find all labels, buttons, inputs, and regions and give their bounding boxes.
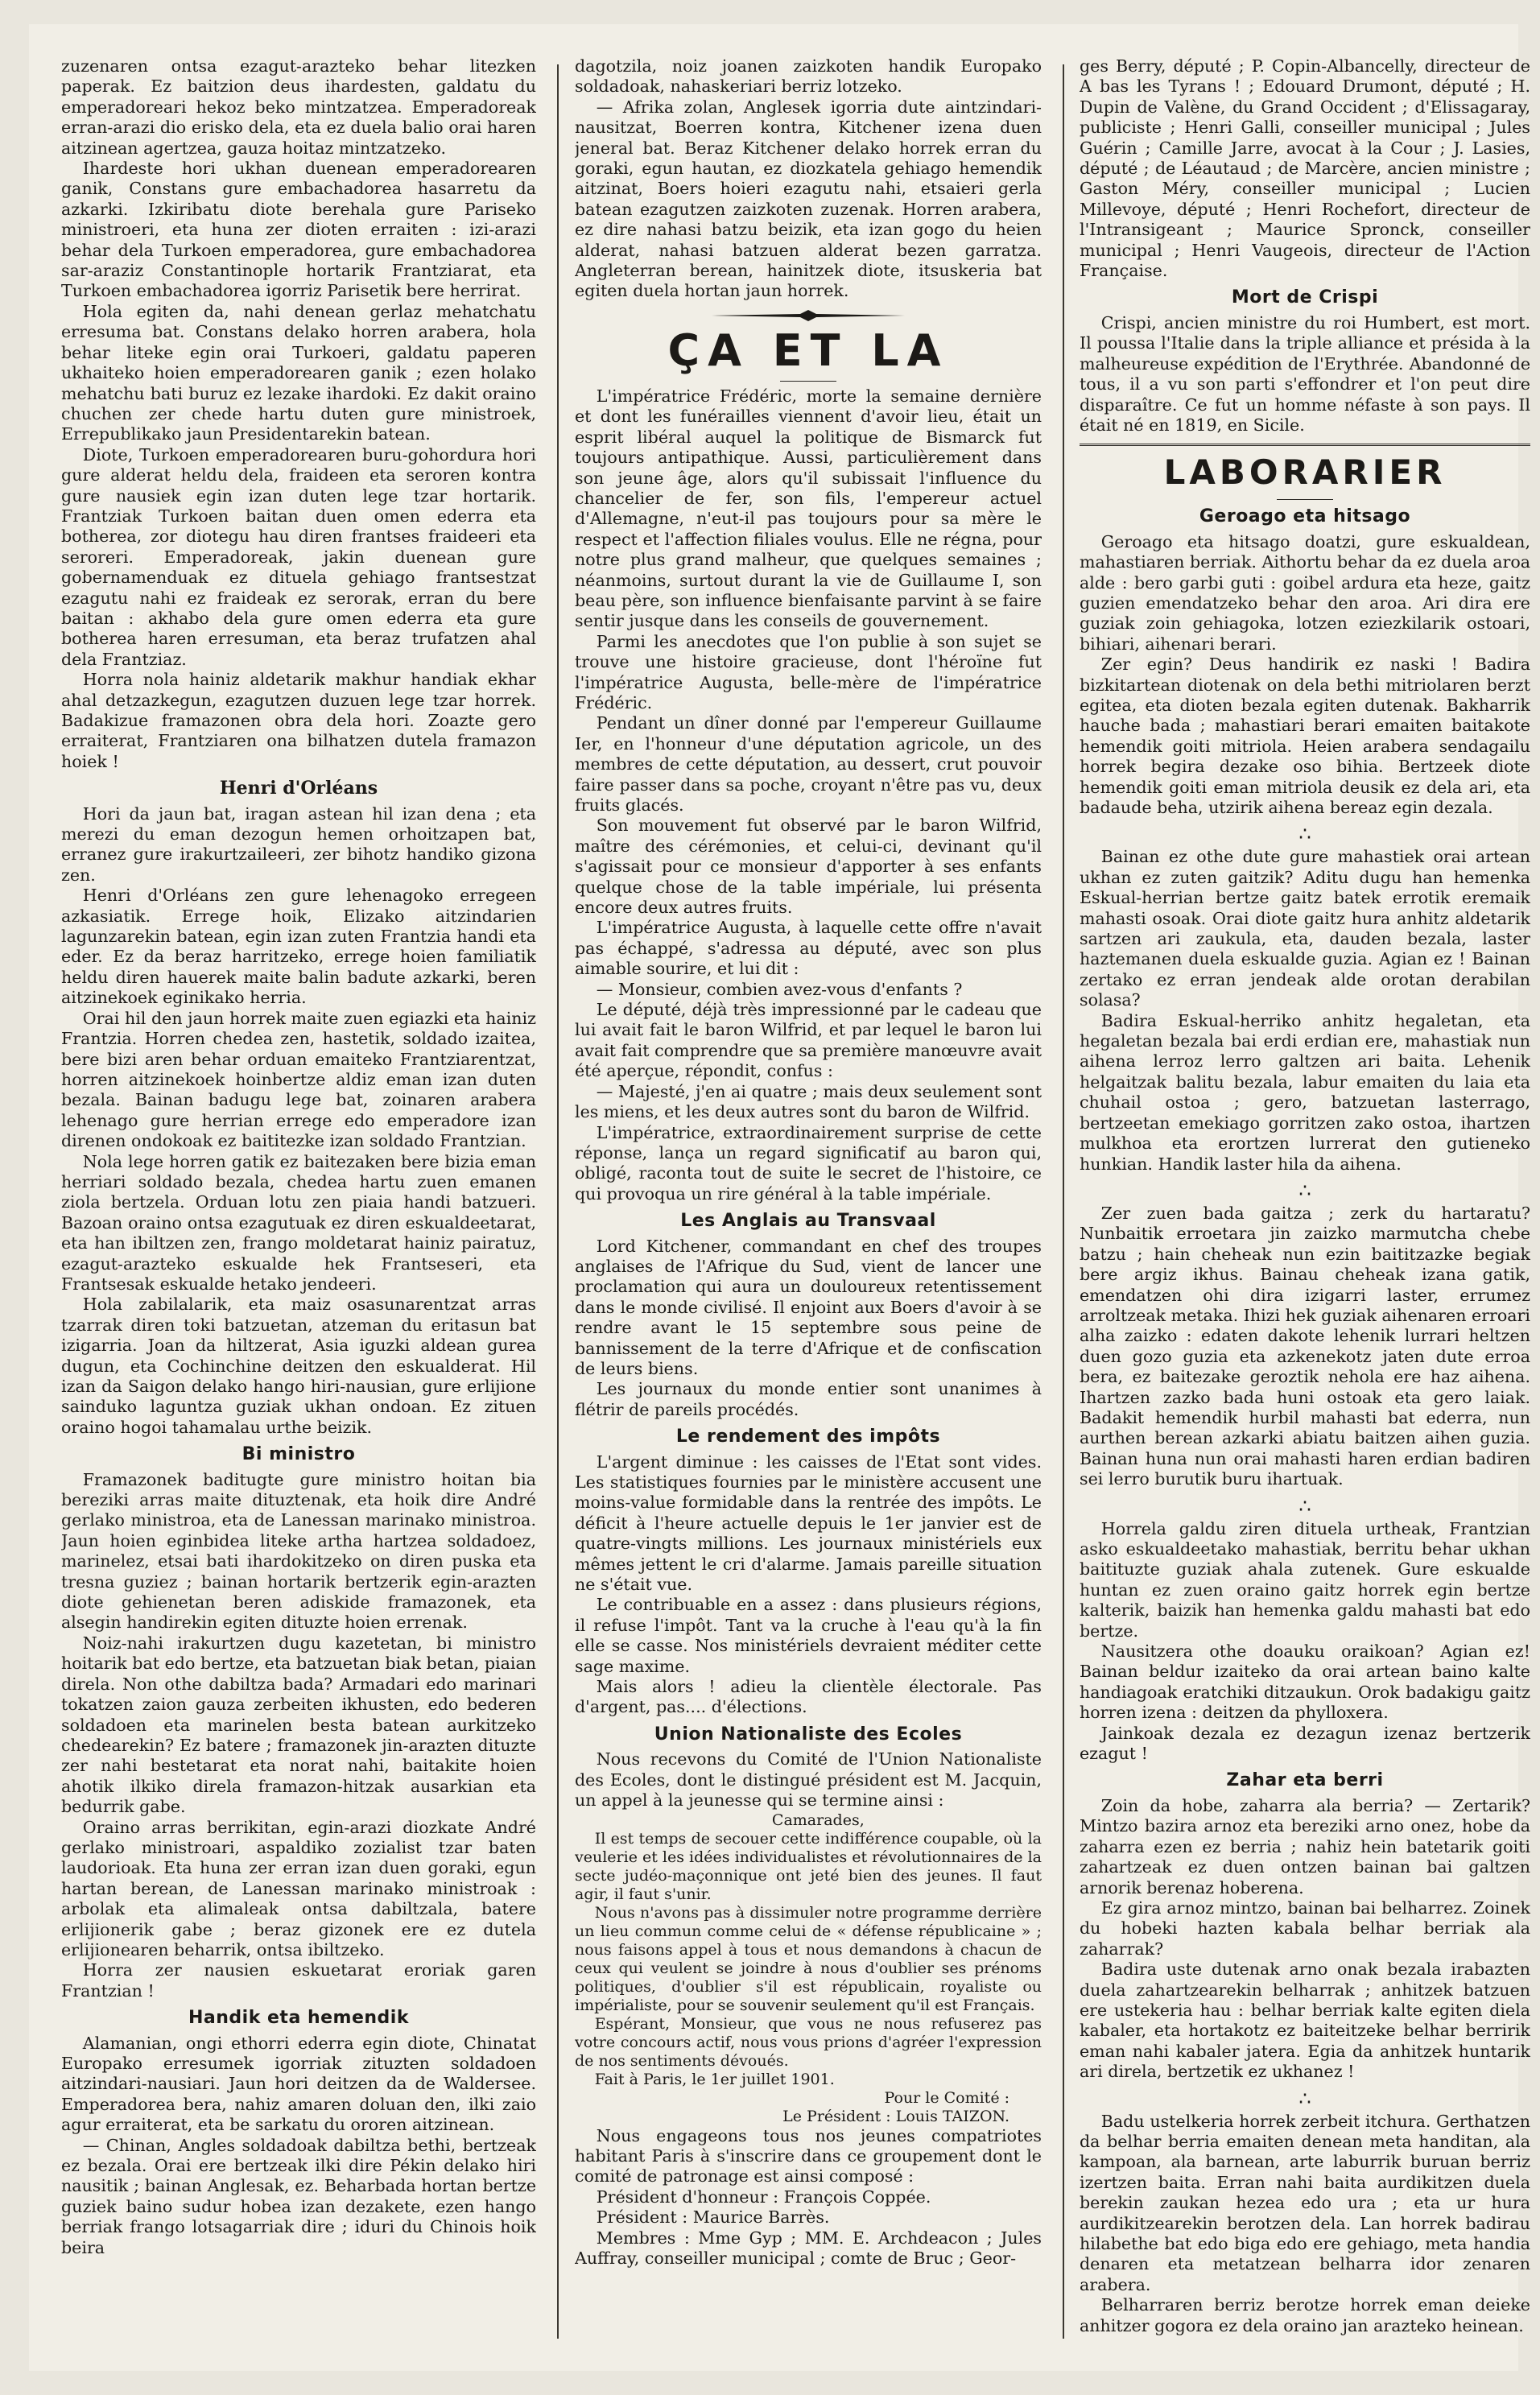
paragraph: Ihardeste hori ukhan duenean emperadorearen ganik, Constans gure embachadorea hasarretu da azkarki. Izkiribatu diote berehala gure Pariseko ministroeri, eta huna zer dioten erraiten : izi-arazi behar dela Turkoen emperadorea, gure embachadorea sar-araziz Constantinople hortarik Frantziarat, eta Turkoen embachadorea igorriz Parisetik bere herrirat. (61, 159, 536, 301)
paragraph: Horrela galdu ziren dituela urtheak, Frantzian asko eskualdeetako mahastiak, berritu behar ukhan baitituzte guziak ahala zutenek. Gure eskualde huntan ez zuen oraino gaitz horrek egin bertze kalterik, baizik han hemenka galdu mahasti bat edo bertze. (1080, 1518, 1530, 1641)
section-heading-anglais: Les Anglais au Transvaal (680, 1211, 936, 1232)
paragraph: Geroago eta hitsago doatzi, gure eskualdean, mahastiaren berriak. Aithortu behar da ez duela aroa alde : bero garbi guti : goibel ardura eta heze, gaitz guzien emendatzeko behar den aroa. Ari dira ere guziak zoin gehiagoka, lotzen eziezkilarik ostoari, bihiari, aihenari berari. (1080, 531, 1530, 654)
column-1 (61, 56, 536, 2359)
section-heading-orleans: Henri d'Orléans (219, 778, 378, 799)
letter-paragraph: Espérant, Monsieur, que vous ne nous refuserez pas votre concours actif, nous vous prions d'agréer l'expression de nos sentiments dévoués. (575, 2014, 1042, 2070)
paragraph: Badira Eskual-herriko anhitz hegaletan, eta hegaletan bezala bai erdi erdian ere, mahastiak nun aihena lerroz lerro galtzen ari baita. Lehenik helgaitzak balitu bezala, labur emaiten du laia eta chuhail ostoa ; gero, batzuetan lasterrago, bertzeetan emekiago gorritzen zako ostoa, ihartzen mulkhoa eta erortzen lurrerat den gutieneko hunkian. Handik laster hila da aihena. (1080, 1010, 1530, 1174)
section-heading-ministro: Bi ministro (242, 1444, 356, 1465)
asterism-icon: ∴ (1298, 1494, 1311, 1518)
paragraph: Zer egin? Deus handirik ez naski ! Badira bizkitartean diotenak on dela bethi mitriolaren berzt egitea, eta dioten bezala egiten dutenak. Bakharrik hauche bada ; mahastiari berari emaiten baitakote hemendik goiti mitriola. Heien arabera sendagailu horrek begira dezake oso bihia. Bertzeek diote hemendik goiti eman mitriola deusik ez dela ari, eta badaude beha, utzirik aihena bereaz egin dezala. (1080, 654, 1530, 817)
paragraph: Bainan ez othe dute gure mahastiek orai artean ukhan ez zuten gaitzik? Aditu dugu han hemenka Eskual-herrian bertze gaitz batek errotik eremaik mahasti osoak. Orai diote gaitz hura anhitz aldetarik sartzen ari zaukula, eta, dauden bezala, laster haztemanen duela eskualde guzia. Agian ez ! Bainan zertako ez erran jendeak alde orotan derabilan solasa? (1080, 847, 1530, 1010)
asterism-icon: ∴ (1298, 2087, 1311, 2110)
paragraph: — Chinan, Angles soldadoak dabiltza bethi, bertzeak ez bezala. Orai ere bertzeak ilki dire Pékin delako hiri nausitik ; bainan Anglesak, ez. Beharbada hortan bertze guziek baino sudur hobea izan dezakete, ezen hango berriak frango lotsagarriak dire ; iduri du Chinois hoik beira (61, 2135, 536, 2257)
letter-date: Fait à Paris, le 1er juillet 1901. (594, 2070, 835, 2088)
newspaper-page (29, 24, 1530, 2371)
section-heading-crispi: Mort de Crispi (1231, 287, 1379, 308)
paragraph: Henri d'Orléans zen gure lehenagoko erregeen azkasiatik. Errege hoik, Elizako aitzindarien lagunzarekin batean, egin izan zuten Frantzia handi eta eder. Ez da beraz harritzeko, errege hoien familiatik heldu diren hauerek maite balin badute azkarki, beren aitzinekoek eginikako herria. (61, 886, 536, 1008)
paragraph: Hori da jaun bat, iragan astean hil izan dena ; eta merezi du eman dezogun hemen orhoitzapen bat, erranez gure irakurtzaileeri, zer bihotz handiko gizona zen. (61, 803, 536, 885)
paragraph: — Majesté, j'en ai quatre ; mais deux seulement sont les miens, et les deux autres sont du baron de Wilfrid. (575, 1081, 1042, 1122)
quoted-letter (575, 1811, 1042, 2126)
paragraph: Nous recevons du Comité de l'Union Nationaliste des Ecoles, dont le distingué président est M. Jacquin, un appel à la jeunesse qui se termine ainsi : (575, 1749, 1042, 1811)
letter-salutation: Camarades, (771, 1811, 865, 1829)
paragraph: Le contribuable en a assez : dans plusieurs régions, il refuse l'impôt. Tant va la cruche à l'eau qu'à la fin elle se casse. Nos ministériels devraient méditer cette sage maxime. (575, 1595, 1042, 1676)
paragraph: Zer zuen bada gaitza ; zerk du hartaratu? Nunbaitik erroetara jin zaizko marmutcha chebe batzu ; hain cheheak nun ezin baititzazke begiak bere argiz ikhus. Bainau cheheak izana gatik, emendatzen ohi dira izigarri laster, errumez arroltzeak metaka. Ihizi hek guziak aihenaren erroari alha zaizko : edaten dakote lehenik lurrari heltzen duen gozo guzia eta azkenekotz jaten dute erroa bera, ez baitezake geroztik nehola ere haz aihena. Ihartzen zazko bada huni ostoak eta gero laiak. Badakit hemendik hurbil mahasti bat ederra, nun aurthen berean azkarki abiatu baitzen aihen guzia. Bainan huna nun orai mahasti haren erdian badiren sei lerro burutik buru ihartuak. (1080, 1203, 1530, 1489)
title-underline (780, 381, 836, 382)
paragraph: Ez gira arnoz mintzo, bainan bai belharrez. Zoinek du hobeki hazten kabala belhar berriak ala zaharrak? (1080, 1897, 1530, 1959)
letter-signature: Le Président : Louis TAIZON. (782, 2107, 1009, 2125)
asterism-icon: ∴ (1298, 1179, 1311, 1202)
paragraph: Président : Maurice Barrès. (596, 2207, 830, 2228)
section-heading-handik: Handik eta hemendik (188, 2008, 409, 2029)
paragraph: Parmi les anecdotes que l'on publie à son sujet se trouve une histoire gracieuse, dont l'héroïne fut l'impératrice Augusta, belle-mère de l'impératrice Frédéric. (575, 631, 1042, 712)
letter-paragraph: Nous n'avons pas à dissimuler notre programme derrière un lieu commun comme celui de « défense républicaine » ; nous faisons appel à tous et nous demandons à chacun de ceux qui veulent se joindre à nous d'oublier ses prénoms politiques, d'oublier s'il est républicain, royaliste ou impérialiste, pour se souvenir seulement qu'il est Français. (575, 1903, 1042, 2014)
section-heading-impots: Le rendement des impôts (675, 1427, 941, 1447)
paragraph: Horra zer nausien eskuetarat eroriak garen Frantzian ! (61, 1960, 536, 2001)
column-2 (575, 56, 1042, 2359)
letter-paragraph: Il est temps de secouer cette indifférence coupable, où la veulerie et les idées individualistes et révolutionnaires de la secte judéo-maçonnique ont jeté bien des jeunes. Il faut agir, il faut s'unir. (575, 1829, 1042, 1903)
section-heading-zahar: Zahar eta berri (1226, 1770, 1384, 1791)
paragraph: Mais alors ! adieu la clientèle électorale. Pas d'argent, pas.... d'élections. (575, 1677, 1042, 1717)
section-title-laborarier: LABORARIER (1163, 452, 1447, 493)
paragraph: Crispi, ancien ministre du roi Humbert, est mort. Il poussa l'Italie dans la triple alliance et présida à la malheureuse expédition de l'Erythrée. Abandonné de tous, il a vu son parti s'effondrer et l'on peut dire disparaître. Ce fut un homme néfaste à son pays. Il était né en 1819, en Sicile. (1080, 312, 1530, 435)
title-underline (1277, 499, 1333, 500)
column-rule-left (557, 64, 559, 2339)
paragraph: Belharraren berriz berotze horrek eman deieke anhitzer gogora ez dela oraino jan arazteko heinean. (1080, 2295, 1530, 2335)
paragraph: L'argent diminue : les caisses de l'Etat sont vides. Les statistiques fournies par le ministère accusent une moins-value formidable dans la rentrée des impôts. Le déficit à l'heure actuelle depuis le 1er janvier est de quatre-vingts millions. Les journaux ministériels eux mêmes jettent le cri d'alarme. Jamais pareille situation ne s'était vue. (575, 1451, 1042, 1595)
paragraph: Alamanian, ongi ethorri ederra egin diote, Chinatat Europako erresumek igorriak zituzten soldadoen aitzindari-nausiari. Jaun hori deitzen da de Waldersee. Emperadorea bera, nahiz amaren doluan den, ilki zaio agur erraiterat, eta be sarkatu du ororen aitzinean. (61, 2033, 536, 2135)
double-rule-divider (1080, 444, 1530, 446)
paragraph: Le député, déjà très impressionné par le cadeau que lui avait fait le baron Wilfrid, et par lequel le baron lui avait fait comprendre que sa première manœuvre avait été aperçue, répondit, confus : (575, 1000, 1042, 1081)
paragraph: Membres : Mme Gyp ; MM. E. Archdeacon ; Jules Auffray, conseiller municipal ; comte de Bruc ; Geor- (575, 2228, 1042, 2268)
paragraph: Président d'honneur : François Coppée. (596, 2186, 931, 2207)
section-heading-geroago: Geroago eta hitsago (1199, 506, 1411, 527)
section-heading-union: Union Nationaliste des Ecoles (654, 1724, 963, 1745)
ornament-divider-icon (712, 310, 905, 321)
paragraph: ges Berry, député ; P. Copin-Albancelly, directeur de A bas les Tyrans ! ; Edouard Drumont, député ; H. Dupin de Valène, du Grand Occident ; d'Elissagaray, publiciste ; Henri Galli, conseiller municipal ; Jules Guérin ; Camille Jarre, avocat à la Cour ; J. Lasies, député ; de Léautaud ; de Marcère, ancien ministre ; Gaston Méry, conseiller municipal ; Lucien Millevoye, député ; Henri Rochefort, directeur de l'Intransigeant ; Maurice Spronck, conseiller municipal ; Henri Vaugeois, directeur de l'Action Française. (1080, 56, 1530, 281)
paragraph: Pendant un dîner donné par l'empereur Guillaume Ier, en l'honneur d'une députation agricole, un des membres de cette députation, au dessert, crut pouvoir faire passer dans sa poche, croyant n'être pas vu, deux fruits glacés. (575, 713, 1042, 815)
paragraph: L'impératrice Frédéric, morte la semaine dernière et dont les funérailles viennent d'avoir lieu, était un esprit libéral auquel la politique de Bismarck fut toujours antipathique. Aussi, particulièrement dans son jeune âge, alors qu'il subissait l'influence du chancelier de fer, son fils, l'empereur actuel d'Allemagne, n'eut-il pas toujours pour sa mère le respect et l'affection filiales voulus. Elle ne régna, pour notre plus grand malheur, que quelques semaines ; néanmoins, surtout durant la vie de Guillaume I, son beau père, son influence bienfaisante parvint à se faire sentir jusque dans les conseils de gouvernement. (575, 386, 1042, 631)
section-title-ca-et-la: ÇA ET LA (667, 324, 949, 376)
paragraph: Oraino arras berrikitan, egin-arazi diozkate André gerlako ministroari, aspaldiko zozialist tzar baten laudorioak. Eta huna zer erran izan duen goraki, egun hartan berean, de Lanessan marinako ministroak : arbolak eta alimaleak ontsa dabiltzala, batere erlijionerik gabe ; beraz gizonek ere ez dutela erlijionearen beharrik, ontsa ibiltzeko. (61, 1817, 536, 1959)
paragraph: Nola lege horren gatik ez baitezaken bere bizia eman herriari soldado bezala, chedea hartu zuen emanen ziola bertzela. Orduan lotu zen piaia handi batzueri. Bazoan oraino ontsa ezagutuak ez diren eskualdeetarat, eta han ibiltzen zen, frango moldetarat hainiz pairatuz, ezagut-arazteko eskualde hek Frantseseri, eta Frantsesak eskualde hetako jendeeri. (61, 1151, 536, 1294)
paragraph: Zoin da hobe, zaharra ala berria? — Zertarik? Mintzo bazira arnoz eta bereziki arno onez, hobe da zaharra ezen ez berria ; nahiz hein batetarik goiti zahartzeak ez duen ontzen bainan bai galtzen arnorik berenaz hoberena. (1080, 1795, 1530, 1897)
paragraph: Diote, Turkoen emperadorearen buru-gohordura hori gure alderat heldu dela, fraideen eta seroren kontra gure nausiek egin izan duten lege tzar hortarik. Frantziak Turkoen baitan duen omen ederra eta botherea, zor diotegu hau diren frantses fraideeri eta seroreri. Emperadoreak, jakin duenean gure gobernamenduak ez dituela gehiago frantsestzat ezagutu nahi ez fraideak ez serorak, erran du bere baitan : akhabo dela gure omen ederra eta gure botherea haren erresuman, eta beraz trufatzen ahal dela Frantziaz. (61, 444, 536, 669)
letter-for-committee: Pour le Comité : (884, 2088, 1009, 2107)
paragraph: Nous engageons tous nos jeunes compatriotes habitant Paris à s'inscrire dans ce groupement dont le comité de patronage est ainsi composé : (575, 2125, 1042, 2186)
paragraph: — Afrika zolan, Anglesek igorria dute aintzindari-nausitzat, Boerren kontra, Kitchener izena duen jeneral bat. Beraz Kitchener delako horrek erran du goraki, egun hautan, ez diozkatela gehiago hemendik aitzinat, Boers hoieri ezagutu nahi, etsaieri gerla batean ezagutzen zaizkoten zuzenak. Horren arabera, ez dire nahasi batzu beizik, eta izan gogo du heien alderat, nahasi batzuen alderat bezen garratza. Angleterran berean, hainitzek diote, itsuskeria bat egiten duela hortan jaun horrek. (575, 97, 1042, 301)
paragraph: Orai hil den jaun horrek maite zuen egiazki eta hainiz Frantzia. Horren chedea zen, hastetik, soldado izaitea, bere bizi aren behar orduan emaiteko Frantziarentzat, horren aitzinekoek hoinbertze aldiz eman izan duten bezala. Bainan badugu lege bat, zoinaren arabera lehenago gure herrian errege edo emperadore izan direnen ondokoak ez baititezke izan soldado Frantzian. (61, 1008, 536, 1151)
paragraph: Nausitzera othe doauku oraikoan? Agian ez! Bainan beldur izaiteko da orai artean baino kalte handiagoak eratchiki ditzaukun. Orok badakigu gaitz horren izena : deitzen da phylloxera. (1080, 1641, 1530, 1723)
asterism-icon: ∴ (1298, 823, 1311, 846)
paragraph: Noiz-nahi irakurtzen dugu kazetetan, bi ministro hoitarik bat edo bertze, eta batzuetan biak betan, piaian direla. Non othe dabiltza bada? Armadari edo marinari tokatzen zaion gauza zerbeiten ikhusten, edo bederen soldadoen eta marinelen besta batean aurkitzeko chedearekin? Ez batere ; framazonek jin-arazten dituzte zer nahi bestetarat eta norat nahi, baitakite hoien ahotik ilkiko direla framazon-hitzak ausarkian eta bedurrik gabe. (61, 1633, 536, 1817)
column-3 (1080, 56, 1530, 2359)
paragraph: Framazonek baditugte gure ministro hoitan bia bereziki arras maite dituztenak, eta hoik dire André gerlako ministroa, eta de Lanessan marinako ministroa. Jaun hoien eginbidea liteke artha hartzea soldadoez, marinelez, etsai bati ihardokitzeko on diren puska eta tresna guziez ; bainan hortarik bertzerik egin-arazten diote gehienetan beren adiskide framazonek, eta alsegin handirekin egiten dituzte hoien errenak. (61, 1469, 536, 1633)
paragraph: dagotzila, noiz joanen zaizkoten handik Europako soldadoak, nahaskeriari berriz lotzeko. (575, 56, 1042, 97)
paragraph: Hola egiten da, nahi denean gerlaz mehatchatu erresuma bat. Constans delako horren arabera, hola behar liteke egin orai Turkoeri, galdatu paperen ukhaiteko hoien emperadorearen ganik ; ezen holako mehatchu bati buruz ez lezake ihardoki. Ez dakit oraino chuchen zer chede hartu duten gure ministroek, Errepublikako jaun Presidentarekin batean. (61, 301, 536, 444)
paragraph: — Monsieur, combien avez-vous d'enfants ? (596, 979, 963, 999)
paragraph: L'impératrice, extraordinairement surprise de cette réponse, lança un regard significatif au baron qui, obligé, raconta tout de suite le secret de l'histoire, ce qui provoqua un rire général à la table impériale. (575, 1122, 1042, 1204)
paragraph: Hola zabilalarik, eta maiz osasunarentzat arras tzarrak diren toki batzuetan, atzeman du eritasun bat izigarria. Joan da hiltzerat, Asia iguzki aldean gurea dugun, eta Cochinchine deitzen den eskualderat. Hil izan da Saigon delako hango hiri-nausian, gure erlijione sainduko laguntza guziak ukhan ondoan. Ez zituen oraino hogoi tahamalau urthe beizik. (61, 1295, 536, 1437)
paragraph: Badu ustelkeria horrek zerbeit itchura. Gerthatzen da belhar berria emaiten denean meta handitan, ala kampoan, ala barnean, arte laburrik buruan berriz izertzen baita. Erran nahi baita aurdikitzen duela berekin zaukan hezea edo ura ; eta ur hura aurdikitzearekin berotzen dela. Lan horrek badirau hilabethe bat edo biga edo ere gehiago, meta handia denaren eta metatzean belharra idor zenaren arabera. (1080, 2111, 1530, 2294)
paragraph: Les journaux du monde entier sont unanimes à flétrir de pareils procédés. (575, 1379, 1042, 1419)
paragraph: Badira uste dutenak arno onak bezala irabazten duela zahartzearekin belharrak ; anhitzek batzuen ere ustekeria hau : belhar berriak kalte egiten diela kabaler, eta hortakotz ez baiteitzeke belhar berririk eman nahi kabaler jatera. Egia da anhitzek huntarik ari direla, bertzetik ez ukhanez ! (1080, 1959, 1530, 2082)
paragraph: L'impératrice Augusta, à laquelle cette offre n'avait pas échappé, s'adressa au député, avec son plus aimable sourire, et lui dit : (575, 918, 1042, 979)
paragraph: Horra nola hainiz aldetarik makhur handiak ekhar ahal detzazkegun, ezagutzen duzuen lege tzar horrek. Badakizue framazonen obra dela hori. Zoazte gero erraiterat, Frantziaren ona bilhatzen dutela framazon hoiek ! (61, 670, 536, 771)
paragraph: Jainkoak dezala ez dezagun izenaz bertzerik ezagut ! (1080, 1723, 1530, 1764)
paragraph: zuzenaren ontsa ezagut-arazteko behar litezken paperak. Ez baitzion deus ihardesten, galdatu du emperadoreari hekoz beko mintzatzea. Emperadoreak erran-arazi dio erisko dela, eta ez duela balio orai haren aitzinean agertzea, gauza hoitaz mintzatzeko. (61, 56, 536, 158)
column-rule-right (1063, 64, 1064, 2339)
paragraph: Son mouvement fut observé par le baron Wilfrid, maître des cérémonies, et celui-ci, devinant qu'il s'agissait pour ce monsieur d'apporter à ses enfants quelque chose de la table impériale, lui présenta encore deux autres fruits. (575, 816, 1042, 918)
paragraph: Lord Kitchener, commandant en chef des troupes anglaises de l'Afrique du Sud, vient de lancer une proclamation qui aura un douloureux retentissement dans le monde civilisé. Il enjoint aux Boers d'avoir à se rendre avant le 15 septembre sous peine de bannissement de la terre d'Afrique et de confiscation de leurs biens. (575, 1236, 1042, 1378)
